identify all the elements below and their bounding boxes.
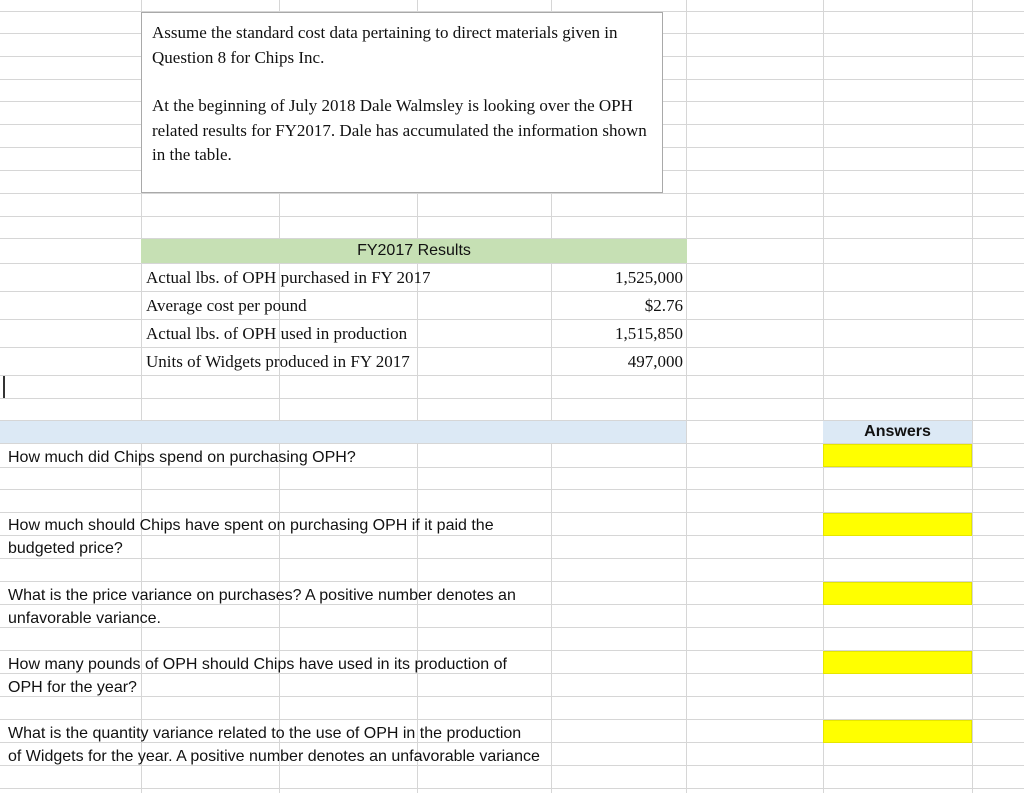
question-1[interactable] bbox=[8, 446, 356, 469]
question-line: How many pounds of OPH should Chips have used in its production of bbox=[8, 656, 507, 673]
answer-cell-3[interactable] bbox=[823, 582, 972, 605]
cell-cursor bbox=[3, 376, 5, 398]
results-table-title-text: FY2017 Results bbox=[357, 242, 471, 259]
results-row-label: Actual lbs. of OPH used in production bbox=[146, 324, 408, 343]
intro-paragraph-1: Assume the standard cost data pertaining to direct materials given in Question 8 for Chips Inc. bbox=[152, 23, 618, 67]
grid-row-line bbox=[0, 398, 1024, 399]
results-row-label: Average cost per pound bbox=[146, 296, 307, 315]
results-row-value: 497,000 bbox=[627, 352, 683, 371]
answers-header-text: Answers bbox=[864, 423, 931, 440]
grid-row-line bbox=[0, 489, 1024, 490]
answers-header[interactable] bbox=[823, 421, 972, 443]
grid-row-line bbox=[0, 788, 1024, 789]
results-row-value: 1,515,850 bbox=[615, 324, 683, 343]
grid-column-line bbox=[686, 0, 687, 793]
results-row-value: $2.76 bbox=[644, 296, 683, 315]
answer-cell-4[interactable] bbox=[823, 651, 972, 674]
question-line: How much did Chips spend on purchasing OPH? bbox=[8, 449, 356, 466]
questions-banner[interactable] bbox=[0, 421, 686, 443]
intro-text-box[interactable] bbox=[141, 12, 663, 193]
question-line: How much should Chips have spent on purchasing OPH if it paid the bbox=[8, 517, 494, 534]
grid-column-line bbox=[823, 0, 824, 793]
question-line: What is the quantity variance related to the use of OPH in the production bbox=[8, 725, 522, 742]
question-line: What is the price variance on purchases? A positive number denotes an bbox=[8, 587, 516, 604]
question-5[interactable] bbox=[8, 722, 540, 768]
answer-cell-5[interactable] bbox=[823, 720, 972, 743]
grid-row-line bbox=[0, 216, 1024, 217]
question-line: of Widgets for the year. A positive number denotes an unfavorable variance bbox=[8, 748, 540, 765]
question-line: budgeted price? bbox=[8, 540, 123, 557]
results-row-label: Units of Widgets produced in FY 2017 bbox=[146, 352, 410, 371]
question-4[interactable] bbox=[8, 653, 507, 699]
question-line: OPH for the year? bbox=[8, 679, 137, 696]
results-row-label: Actual lbs. of OPH purchased in FY 2017 bbox=[146, 268, 431, 287]
answer-cell-1[interactable] bbox=[823, 444, 972, 467]
grid-column-line bbox=[972, 0, 973, 793]
results-row[interactable] bbox=[141, 348, 687, 376]
intro-paragraph-2: At the beginning of July 2018 Dale Walmsley is looking over the OPH related results for FY2017. Dale has accumulated the information shown in the table. bbox=[152, 96, 647, 164]
results-row[interactable] bbox=[141, 292, 687, 320]
results-row-value: 1,525,000 bbox=[615, 268, 683, 287]
grid-row-line bbox=[0, 193, 1024, 194]
question-2[interactable] bbox=[8, 514, 494, 560]
results-row[interactable] bbox=[141, 264, 687, 292]
answer-cell-2[interactable] bbox=[823, 513, 972, 536]
results-table-title[interactable] bbox=[141, 239, 687, 263]
question-3[interactable] bbox=[8, 584, 516, 630]
question-line: unfavorable variance. bbox=[8, 610, 161, 627]
results-row[interactable] bbox=[141, 320, 687, 348]
